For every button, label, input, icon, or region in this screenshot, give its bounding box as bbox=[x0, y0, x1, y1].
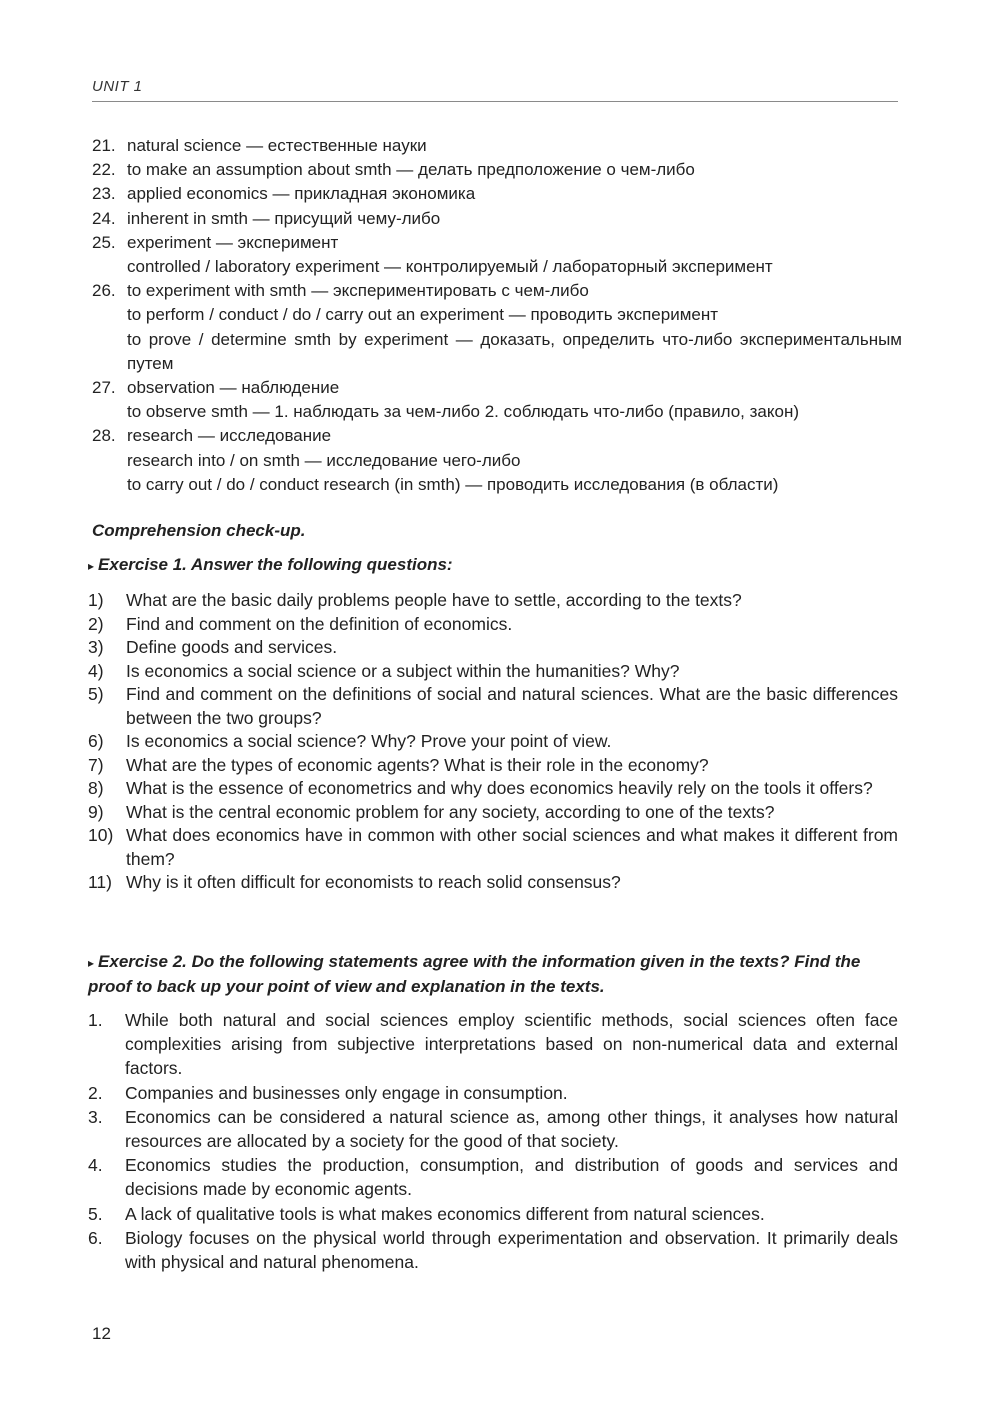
question-text: Why is it often difficult for economists to reach solid consensus? bbox=[126, 872, 621, 892]
question-text: Define goods and services. bbox=[126, 637, 338, 657]
exercise-2-title-text: Exercise 2. Do the following statements agree with the information given in the texts? Find the proof to back up your point of view and explanation in the texts. bbox=[88, 952, 861, 996]
statement-number: 3. bbox=[88, 1106, 103, 1127]
question-text: What are the types of economic agents? What is their role in the economy? bbox=[126, 754, 709, 775]
question-text: Find and comment on the definition of economics. bbox=[126, 613, 513, 634]
statement-text: Economics can be considered a natural science as, among other things, it analyses how natural resources are allocated by a society for the good of that society. bbox=[125, 1106, 898, 1152]
page-number: 12 bbox=[92, 1324, 111, 1343]
question-item bbox=[88, 730, 898, 754]
statement-number: 2. bbox=[88, 1082, 103, 1103]
statement-item bbox=[88, 1008, 898, 1081]
question-number: 4) bbox=[88, 660, 104, 681]
vocab-item bbox=[92, 134, 902, 158]
vocab-entry: research — исследование bbox=[127, 426, 332, 446]
statement-number: 5. bbox=[88, 1203, 103, 1224]
vocab-item bbox=[92, 424, 902, 497]
question-item bbox=[88, 660, 898, 684]
exercise-1-title-text: Exercise 1. Answer the following questions: bbox=[98, 555, 453, 574]
question-item bbox=[88, 754, 898, 778]
vocab-entry: observation — наблюдение bbox=[127, 378, 340, 398]
vocab-number: 24. bbox=[92, 208, 116, 228]
question-item bbox=[88, 871, 898, 895]
question-text: Is economics a social science or a subject within the humanities? Why? bbox=[126, 660, 680, 681]
statement-number: 1. bbox=[88, 1010, 103, 1030]
question-text: What is the central economic problem for any society, according to one of the texts? bbox=[126, 801, 775, 822]
vocab-entry: experiment — эксперимент bbox=[127, 232, 339, 252]
vocab-number: 28. bbox=[92, 426, 116, 446]
vocabulary-list bbox=[92, 134, 902, 497]
statement-text: While both natural and social sciences employ scientific methods, social sciences often face complexities arising from subjective interpretations based on non-numerical data and external factors. bbox=[125, 1010, 898, 1079]
comprehension-title: Comprehension check-up. bbox=[92, 521, 306, 540]
statement-text: Economics studies the production, consumption, and distribution of goods and services and decisions made by economic agents. bbox=[125, 1155, 898, 1200]
vocab-entry: controlled / laboratory experiment — контролируемый / лабораторный эксперимент bbox=[127, 257, 773, 277]
question-list bbox=[88, 589, 898, 895]
triangle-bullet-icon: ▸ bbox=[88, 559, 95, 573]
unit-label: UNIT 1 bbox=[92, 78, 143, 95]
vocab-entry: to observe smth — 1. наблюдать за чем-либо 2. соблюдать что-либо (правило, закон) bbox=[127, 402, 800, 422]
vocab-item bbox=[92, 231, 902, 279]
exercise-2-title bbox=[88, 950, 900, 999]
statement-item bbox=[88, 1153, 898, 1201]
question-text: What are the basic daily problems people have to settle, according to the texts? bbox=[126, 590, 742, 610]
vocab-number: 25. bbox=[92, 232, 116, 252]
question-text: What does economics have in common with other social sciences and what makes it different from them? bbox=[126, 825, 898, 869]
statement-item bbox=[88, 1081, 898, 1105]
statement-text: Biology focuses on the physical world through experimentation and observation. It primarily deals with physical and natural phenomena. bbox=[125, 1227, 898, 1273]
question-text: Find and comment on the definitions of social and natural sciences. What are the basic differences between the two groups? bbox=[126, 684, 898, 728]
question-item bbox=[88, 777, 898, 801]
vocab-entry: research into / on smth — исследование чего-либо bbox=[127, 450, 521, 470]
vocab-entry: inherent in smth — присущий чему-либо bbox=[127, 208, 441, 228]
vocab-entry: to prove / determine smth by experiment — доказать, определить что-либо экспериментальным путем bbox=[127, 329, 902, 373]
statement-list bbox=[88, 1008, 898, 1274]
vocab-entry: applied economics — прикладная экономика bbox=[127, 184, 476, 204]
vocab-number: 26. bbox=[92, 281, 116, 301]
question-number: 6) bbox=[88, 731, 104, 751]
vocab-number: 23. bbox=[92, 184, 116, 204]
vocab-number: 21. bbox=[92, 136, 116, 155]
vocab-item bbox=[92, 376, 902, 424]
question-number: 3) bbox=[88, 637, 104, 657]
question-number: 2) bbox=[88, 613, 104, 634]
statement-text: Companies and businesses only engage in consumption. bbox=[125, 1082, 568, 1103]
question-number: 9) bbox=[88, 801, 104, 822]
question-number: 7) bbox=[88, 754, 104, 775]
statement-item bbox=[88, 1226, 898, 1274]
vocab-item bbox=[92, 207, 902, 231]
question-number: 8) bbox=[88, 778, 104, 798]
exercise-1-title bbox=[88, 553, 900, 578]
question-text: Is economics a social science? Why? Prove your point of view. bbox=[126, 731, 612, 751]
vocab-number: 27. bbox=[92, 378, 116, 398]
vocab-number: 22. bbox=[92, 160, 116, 180]
question-item bbox=[88, 636, 898, 660]
statement-number: 6. bbox=[88, 1227, 103, 1248]
vocab-entry: to experiment with smth — экспериментировать с чем-либо bbox=[127, 281, 589, 301]
vocab-item bbox=[92, 279, 902, 376]
question-text: What is the essence of econometrics and why does economics heavily rely on the tools it offers? bbox=[126, 778, 873, 798]
statement-text: A lack of qualitative tools is what makes economics different from natural sciences. bbox=[125, 1203, 765, 1224]
question-number: 1) bbox=[88, 590, 104, 610]
question-item bbox=[88, 683, 898, 730]
question-item bbox=[88, 824, 898, 871]
triangle-bullet-icon: ▸ bbox=[88, 956, 95, 970]
vocab-entry: to perform / conduct / do / carry out an experiment — проводить эксперимент bbox=[127, 305, 719, 325]
vocab-entry: natural science — естественные науки bbox=[127, 136, 427, 155]
question-item bbox=[88, 613, 898, 637]
question-number: 5) bbox=[88, 684, 104, 704]
vocab-item bbox=[92, 158, 902, 182]
page-header bbox=[92, 78, 898, 102]
statement-number: 4. bbox=[88, 1155, 103, 1176]
question-number: 10) bbox=[88, 825, 114, 845]
statement-item bbox=[88, 1105, 898, 1153]
question-number: 11) bbox=[88, 872, 112, 892]
vocab-item bbox=[92, 182, 902, 206]
statement-item bbox=[88, 1202, 898, 1226]
question-item bbox=[88, 589, 898, 613]
vocab-entry: to carry out / do / conduct research (in smth) — проводить исследования (в области) bbox=[127, 474, 779, 494]
vocab-entry: to make an assumption about smth — делать предположение о чем-либо bbox=[127, 160, 695, 180]
question-item bbox=[88, 801, 898, 825]
